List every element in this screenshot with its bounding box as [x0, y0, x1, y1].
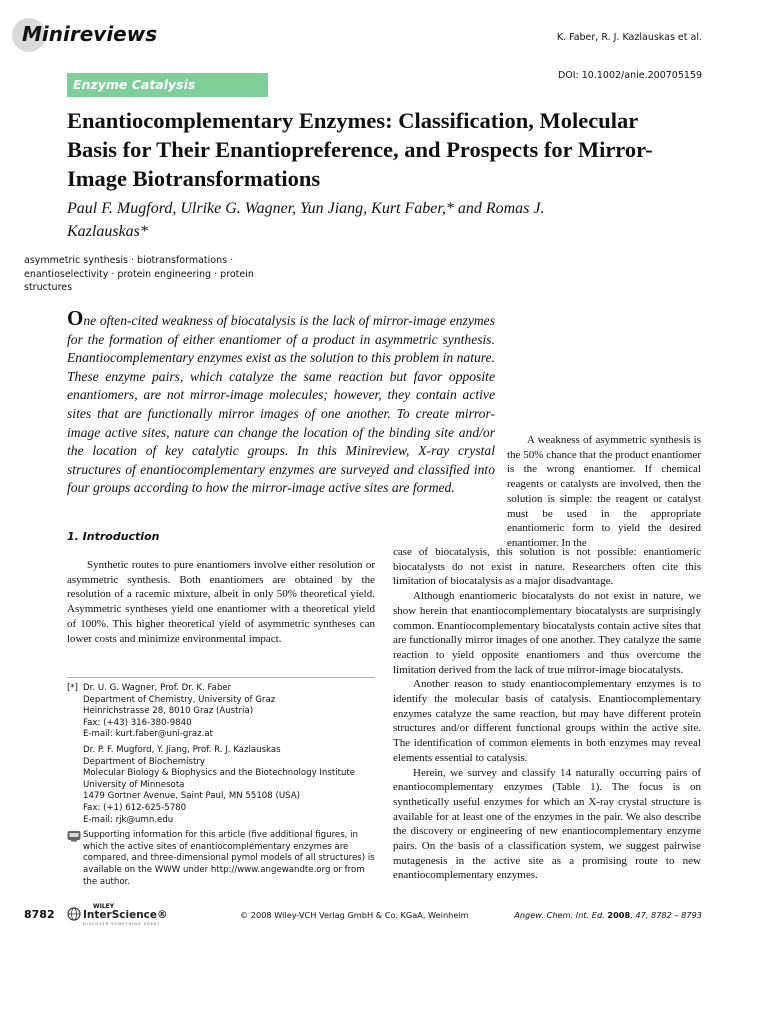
globe-icon	[67, 907, 81, 921]
paragraph: A weakness of asymmetric synthesis is the 50% chance that the product enantiomer is the wrong enantiomer. If chemical reagents or catalysts are involved, then the solution is simple: the reagent or catalyst must be used in the appropriate enantiomeric form to yield the desired enantiomer. In the	[507, 434, 701, 549]
logo-interscience-text: InterScience®	[83, 909, 168, 921]
category-banner: Enzyme Catalysis	[67, 73, 268, 97]
paragraph: Another reason to study enantiocomplementary enzymes is to identify the molecular basis of catalysis. Enantiocomplementary enzymes catalyze the same reaction, but may have different protein structures and/or different functional groups within the active site. The identification of common elements in both enzymes may reveal elements essential to catalysis.	[393, 678, 701, 764]
right-column-top-text	[507, 433, 701, 551]
doi: DOI: 10.1002/anie.200705159	[557, 70, 702, 81]
footnote-divider	[67, 677, 375, 678]
email-link[interactable]: E-mail: rjk@umn.edu	[83, 814, 174, 825]
footnotes	[67, 683, 377, 888]
paragraph: Herein, we survey and classify 14 naturally occurring pairs of enantiocomplementary enzymes (Table 1). The focus is on synthetically useful enzymes for which an X-ray crystal structure is available for at least one of the enzymes in the pair. We also describe the discovery or engineering of new enantiocomplementary enzyme pairs. On the basis of a classification system, we suggest pairwise mutagenesis in the active site as a promising route to new enantiocomplementary enzymes.	[393, 766, 701, 882]
address-line: Department of Chemistry, University of Graz	[83, 694, 276, 705]
logo-tagline: DISCOVER SOMETHING GREAT	[83, 922, 161, 926]
logo-wiley-text: WILEY	[93, 903, 115, 910]
address-line: Dr. P. F. Mugford, Y. Jiang, Prof. R. J. Kazlauskas	[83, 744, 281, 755]
paragraph-continued: case of biocatalysis, this solution is not possible: enantiomeric biocatalysts do not exist in nature. Researchers often cite this limitation of biocatalysis as a major disadvantage.	[393, 546, 701, 588]
address-line: Dr. U. G. Wagner, Prof. Dr. K. Faber	[83, 683, 232, 693]
address-line: Department of Biochemistry	[83, 756, 205, 767]
address-line: University of Minnesota	[83, 779, 185, 790]
left-column-text	[67, 558, 375, 646]
abstract-text: ne often-cited weakness of biocatalysis is the lack of mirror-image enzymes for the formation of either enantiomer of a product in asymmetric synthesis. Enantiocomplementary enzymes exist as the solution to this problem in nature. These enzyme pairs, which catalyze the same reaction but favor opposite enantiomers, are not mirror-image molecules; however, they contain active sites that are functionally mirror images of one another. To create mirror-image active sites, nature can change the location of the binding site and/or the location of key catalytic groups. In this Minireview, X-ray crystal structures of enantiocomplementary enzymes are surveyed and classified into four groups according to how the mirror-image active sites are formed.	[67, 313, 495, 496]
supporting-info-note: Supporting information for this article (five additional figures, in which the active sites of enantiocomplementary enzymes are compared, and three-dimensional pymol models of all structures) is available on the WWW under http://www.angewandte.org or from the author.	[83, 830, 375, 887]
abstract-drop-cap: O	[67, 306, 84, 330]
paragraph: Although enantiomeric biocatalysts do not exist in nature, we show herein that enantiocomplementary biocatalysts are surprisingly common. Enantiocomplementary biocatalysts contain active sites that are functionally mirror images of one another. They catalyze the same reaction to yield opposite enantiomers and thus overcome the limitation derived from the lack of true mirror-image biocatalysts.	[393, 590, 701, 676]
footnote-marker: [*]	[67, 683, 79, 693]
address-line: Molecular Biology & Biophysics and the Biotechnology Institute	[83, 768, 356, 779]
address-line: Fax: (+43) 316-380-9840	[83, 717, 192, 728]
journal-name: Angew. Chem. Int. Ed.	[514, 910, 605, 920]
copyright: © 2008 Wiley-VCH Verlag GmbH & Co. KGaA, Weinheim	[240, 910, 469, 920]
article-title: Enantiocomplementary Enzymes: Classification, Molecular Basis for Their Enantiopreference, and Prospects for Mirror-Image Biotransformations	[67, 108, 653, 191]
email-link[interactable]: E-mail: kurt.faber@uni-graz.at	[83, 729, 214, 740]
address-line: Fax: (+1) 612-625-5780	[83, 802, 187, 813]
supporting-info-icon	[67, 830, 81, 842]
section-name: Minireviews	[22, 22, 158, 46]
wiley-interscience-logo	[67, 903, 177, 927]
section-heading: 1. Introduction	[67, 530, 160, 543]
running-head-authors: K. Faber, R. J. Kazlauskas et al.	[556, 32, 702, 43]
paragraph: Synthetic routes to pure enantiomers involve either resolution or asymmetric synthesis. Both enantiomers are obtained by the resolution of a racemic mixture, albeit in only 50% theoretical yield. Asymmetric syntheses yield one enantiomer with a theoretical yield of 100%. This higher theoretical yield of asymmetric syntheses can lower costs and minimize environmental impact.	[67, 559, 375, 645]
article-authors: Paul F. Mugford, Ulrike G. Wagner, Yun Jiang, Kurt Faber,* and Romas J. Kazlauskas*	[67, 200, 545, 240]
page-number: 8782	[24, 908, 55, 921]
journal-citation	[514, 910, 702, 920]
address-line: Heinrichstrasse 28, 8010 Graz (Austria)	[83, 706, 254, 717]
abstract	[67, 306, 495, 498]
right-column-text	[393, 545, 701, 883]
keywords: asymmetric synthesis · biotransformations · enantioselectivity · protein engineering · protein structures	[24, 255, 254, 293]
address-line: 1479 Gortner Avenue, Saint Paul, MN 55108 (USA)	[83, 791, 300, 802]
journal-volume-pages: , 47, 8782 – 8793	[630, 910, 702, 920]
journal-year: 2008	[607, 910, 631, 920]
